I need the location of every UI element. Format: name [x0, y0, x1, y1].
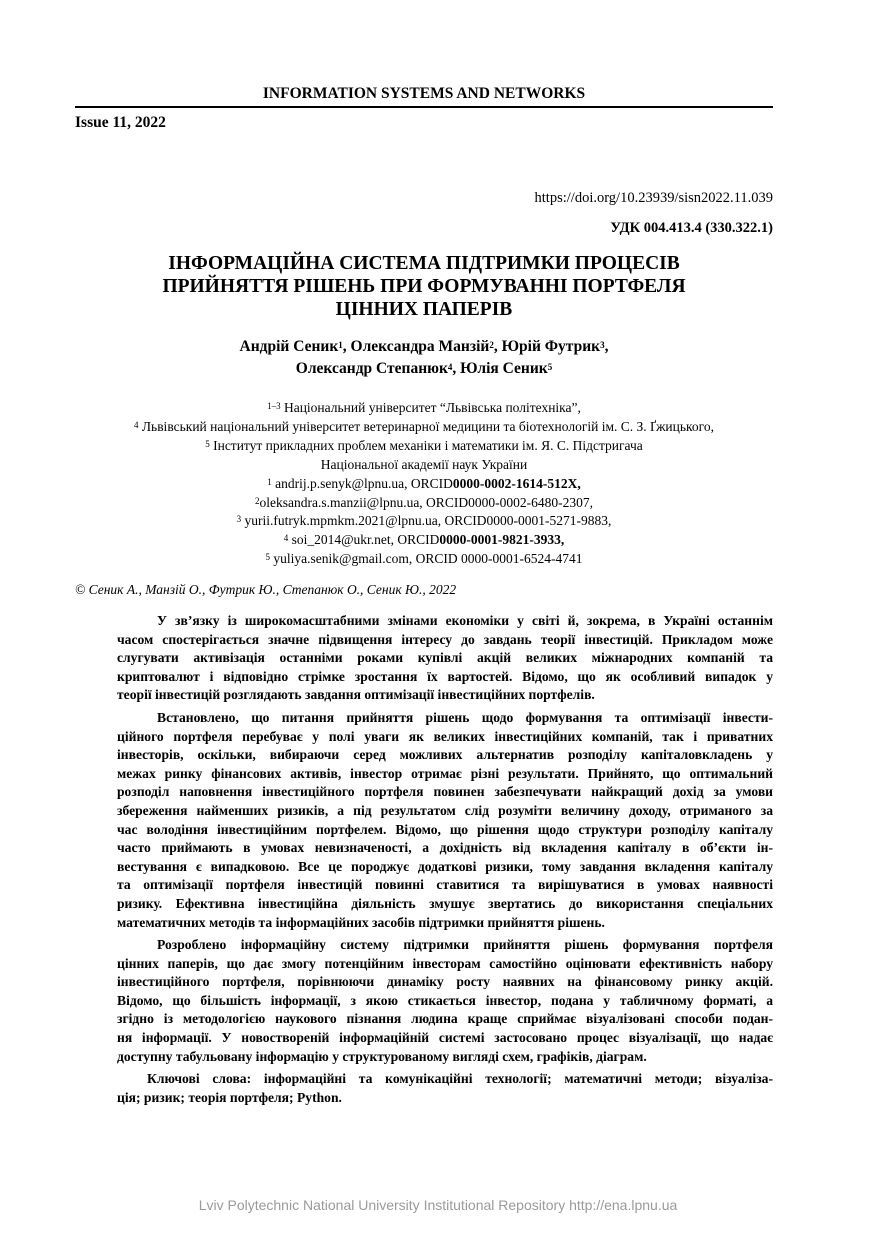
- abstract-paragraph: [117, 936, 773, 1066]
- contact: $^3$ yurii.futryk.mpmkm.2021@lpnu.ua, ORCID0000-0001-5271-9883,: [236, 513, 612, 529]
- email[interactable]: yurii.futryk.mpmkm.2021@lpnu.ua, ORCID: [244, 513, 487, 529]
- repository-footer: Lviv Polytechnic National University Institutional Repository http://ena.lpnu.ua: [198, 1197, 678, 1213]
- abstract-line: Розроблено інформаційну систему підтримки прийняття рішень формування портфеля: [157, 937, 773, 953]
- abstract-line: криптовалют і відповідно стрімке зростання їх вартостей. Відомо, що як особливий випадок у: [117, 668, 773, 684]
- abstract-line: та оптимізації портфеля інвестицій повинні ставитися та вирішуватися в умовах наявності: [117, 877, 773, 893]
- author-name: Андрій Сеник: [239, 338, 339, 355]
- orcid: 0000-0002-6480-2307,: [468, 494, 593, 510]
- author-name: Олександра Манзій: [350, 338, 490, 355]
- abstract-line: інвестиційного портфеля, порівнюючи динаміку росту наявних на фінансовому ринку акцій.: [117, 974, 773, 990]
- affiliations: [75, 399, 773, 569]
- email[interactable]: andrij.p.senyk@lpnu.ua, ORCID: [275, 475, 453, 491]
- abstract-line: цінних паперів, що дає змогу потенційним інвесторам самостійно оцінювати ефективність набору: [117, 955, 773, 971]
- email[interactable]: soi_2014@ukr.net, ORCID: [291, 532, 440, 548]
- abstract-line: ризику. Ефективна інвестиційна діяльність змушує звертатись до використання спеціальних: [117, 895, 773, 911]
- abstract-line: теорії інвестицій розглядають завдання оптимізації інвестиційних портфелів.: [117, 687, 595, 703]
- udc-code: УДК 004.413.4 (330.322.1): [610, 220, 773, 236]
- author-sup: 2: [489, 340, 494, 350]
- email[interactable]: oleksandra.s.manzii@lpnu.ua, ORCID: [259, 494, 469, 510]
- abstract-line: ційного портфеля перебуває у полі уваги як великих інвестиційних компаній, так і приватних: [117, 728, 773, 744]
- doi-link[interactable]: https://doi.org/10.23939/sisn2022.11.039: [534, 190, 773, 206]
- abstract-line: ня інформації. У новоствореній інформаційній системі застосовано процес візуалізації, що надає: [117, 1030, 773, 1046]
- abstract-line: доступну табульовану інформацію у структурованому вигляді схем, графіків, діаграм.: [117, 1048, 647, 1064]
- orcid: 0000-0002-1614-512X,: [452, 475, 581, 491]
- orcid: 0000-0001-9821-3933,: [439, 532, 565, 548]
- author-sup: 5: [547, 362, 553, 372]
- abstract-line: У зв’язку із широкомасштабними змінами економіки у світі й, зокрема, в Україні останнім: [157, 613, 773, 628]
- affiliation: $^{1-3}$ Національний університет “Львівська політехніка”,: [267, 400, 581, 415]
- issue-label: Issue 11, 2022: [75, 114, 166, 131]
- journal-name: INFORMATION SYSTEMS AND NETWORKS: [262, 85, 586, 102]
- affiliation: $^4$ Львівський національний університет ветеринарної медицини та біотехнологій ім. С. З. Ґжицького,: [134, 418, 714, 434]
- author-name: Олександр Степанюк: [295, 360, 448, 377]
- email[interactable]: yuliya.senik@gmail.com, ORCID: [273, 551, 461, 567]
- abstract-line: згідно із методологією наукового пізнання людина краще сприймає візуалізовані способи подан-: [117, 1011, 773, 1027]
- abstract-line: часом спостерігається значне підвищення інтересу до завдань теорії інвестицій. Прикладом може: [117, 631, 773, 647]
- abstract-line: розподіл наповнення інвестиційного портфеля повинен забезпечувати найкращий дохід за умови: [117, 784, 773, 800]
- abstract: [117, 612, 773, 1111]
- abstract-line: слугувати активізація останніми роками купівлі акцій великих міжнародних компаній та: [117, 650, 773, 666]
- authors: Андрій Сеник$^1$, Олександра Манзій$^2$, Юрій Футрик$^3$, Олександр Степанюк$^4$, Юлія Сеник$^5$: [239, 338, 609, 377]
- paper-title: [75, 252, 773, 321]
- abstract-paragraph: [117, 709, 773, 932]
- abstract-line: час володіння інвестиційним портфелем. Відомо, що рішення щодо структури розподілу капіталу: [117, 821, 773, 837]
- abstract-line: математичних методів та інформаційних засобів підтримки прийняття рішень.: [117, 914, 605, 930]
- author-name: Юлія Сеник: [460, 360, 548, 377]
- affiliation: $^5$ Інститут прикладних проблем механіки і математики ім. Я. С. Підстригача: [205, 437, 643, 453]
- abstract-line: вестування є випадковою. Все це породжує додаткові ризики, тому завдання вкладення капіталу: [117, 858, 773, 874]
- keywords: [117, 1070, 773, 1107]
- abstract-line: ція; ризик; теорія портфеля; Python.: [117, 1089, 342, 1105]
- abstract-line: збереження найменших ризиків, а під результатом слід розуміти величину доходу, отриманого за: [117, 802, 773, 818]
- author-sup: 1: [338, 340, 343, 350]
- contact: $^5$ yuliya.senik@gmail.com, ORCID 0000-0001-6524-4741: [265, 551, 583, 567]
- contact: $^4$ soi_2014@ukr.net, ORCID0000-0001-9821-3933,: [283, 532, 565, 548]
- contact: $^2$oleksandra.s.manzii@lpnu.ua, ORCID0000-0002-6480-2307,: [255, 494, 593, 510]
- abstract-line: Встановлено, що питання прийняття рішень щодо формування та оптимізації інвести-: [157, 709, 773, 725]
- title-line: ІНФОРМАЦІЙНА СИСТЕМА ПІДТРИМКИ ПРОЦЕСІВ: [168, 253, 680, 274]
- author-name: Юрій Футрик: [501, 338, 601, 355]
- title-line: ЦІННИХ ПАПЕРІВ: [335, 299, 513, 320]
- abstract-paragraph: [117, 612, 773, 705]
- copyright: © Сеник А., Манзій О., Футрик Ю., Степанюк О., Сеник Ю., 2022: [75, 582, 457, 597]
- abstract-line: Відомо, що більшість інформації, з якою стикається інвестор, подана у табличному форматі, а: [117, 992, 773, 1008]
- orcid: 0000-0001-5271-9883,: [486, 513, 612, 529]
- orcid: 0000-0001-6524-4741: [460, 551, 583, 567]
- affiliation: Національної академії наук України: [320, 456, 528, 472]
- author-sup: 4: [447, 362, 453, 372]
- abstract-line: межах ринку фінансових активів, інвестор отримає різні результати. Прийнято, що оптимальний: [117, 765, 773, 781]
- abstract-line: інвесторів, оскільки, вибираючи серед можливих альтернатив розподілу капіталовкладень у: [117, 747, 773, 763]
- abstract-line: часто приймають в умовах невизначеності, а дохідність від вкладення капіталу в об’єкти ін-: [117, 840, 773, 856]
- author-sup: 3: [600, 340, 605, 350]
- header-rule: [75, 106, 773, 108]
- contact: $^1$ andrij.p.senyk@lpnu.ua, ORCID0000-0002-1614-512X,: [267, 475, 581, 491]
- abstract-line: Ключові слова: інформаційні та комунікаційні технології; математичні методи; візуаліза-: [147, 1071, 773, 1087]
- title-line: ПРИЙНЯТТЯ РІШЕНЬ ПРИ ФОРМУВАННІ ПОРТФЕЛЯ: [162, 276, 686, 297]
